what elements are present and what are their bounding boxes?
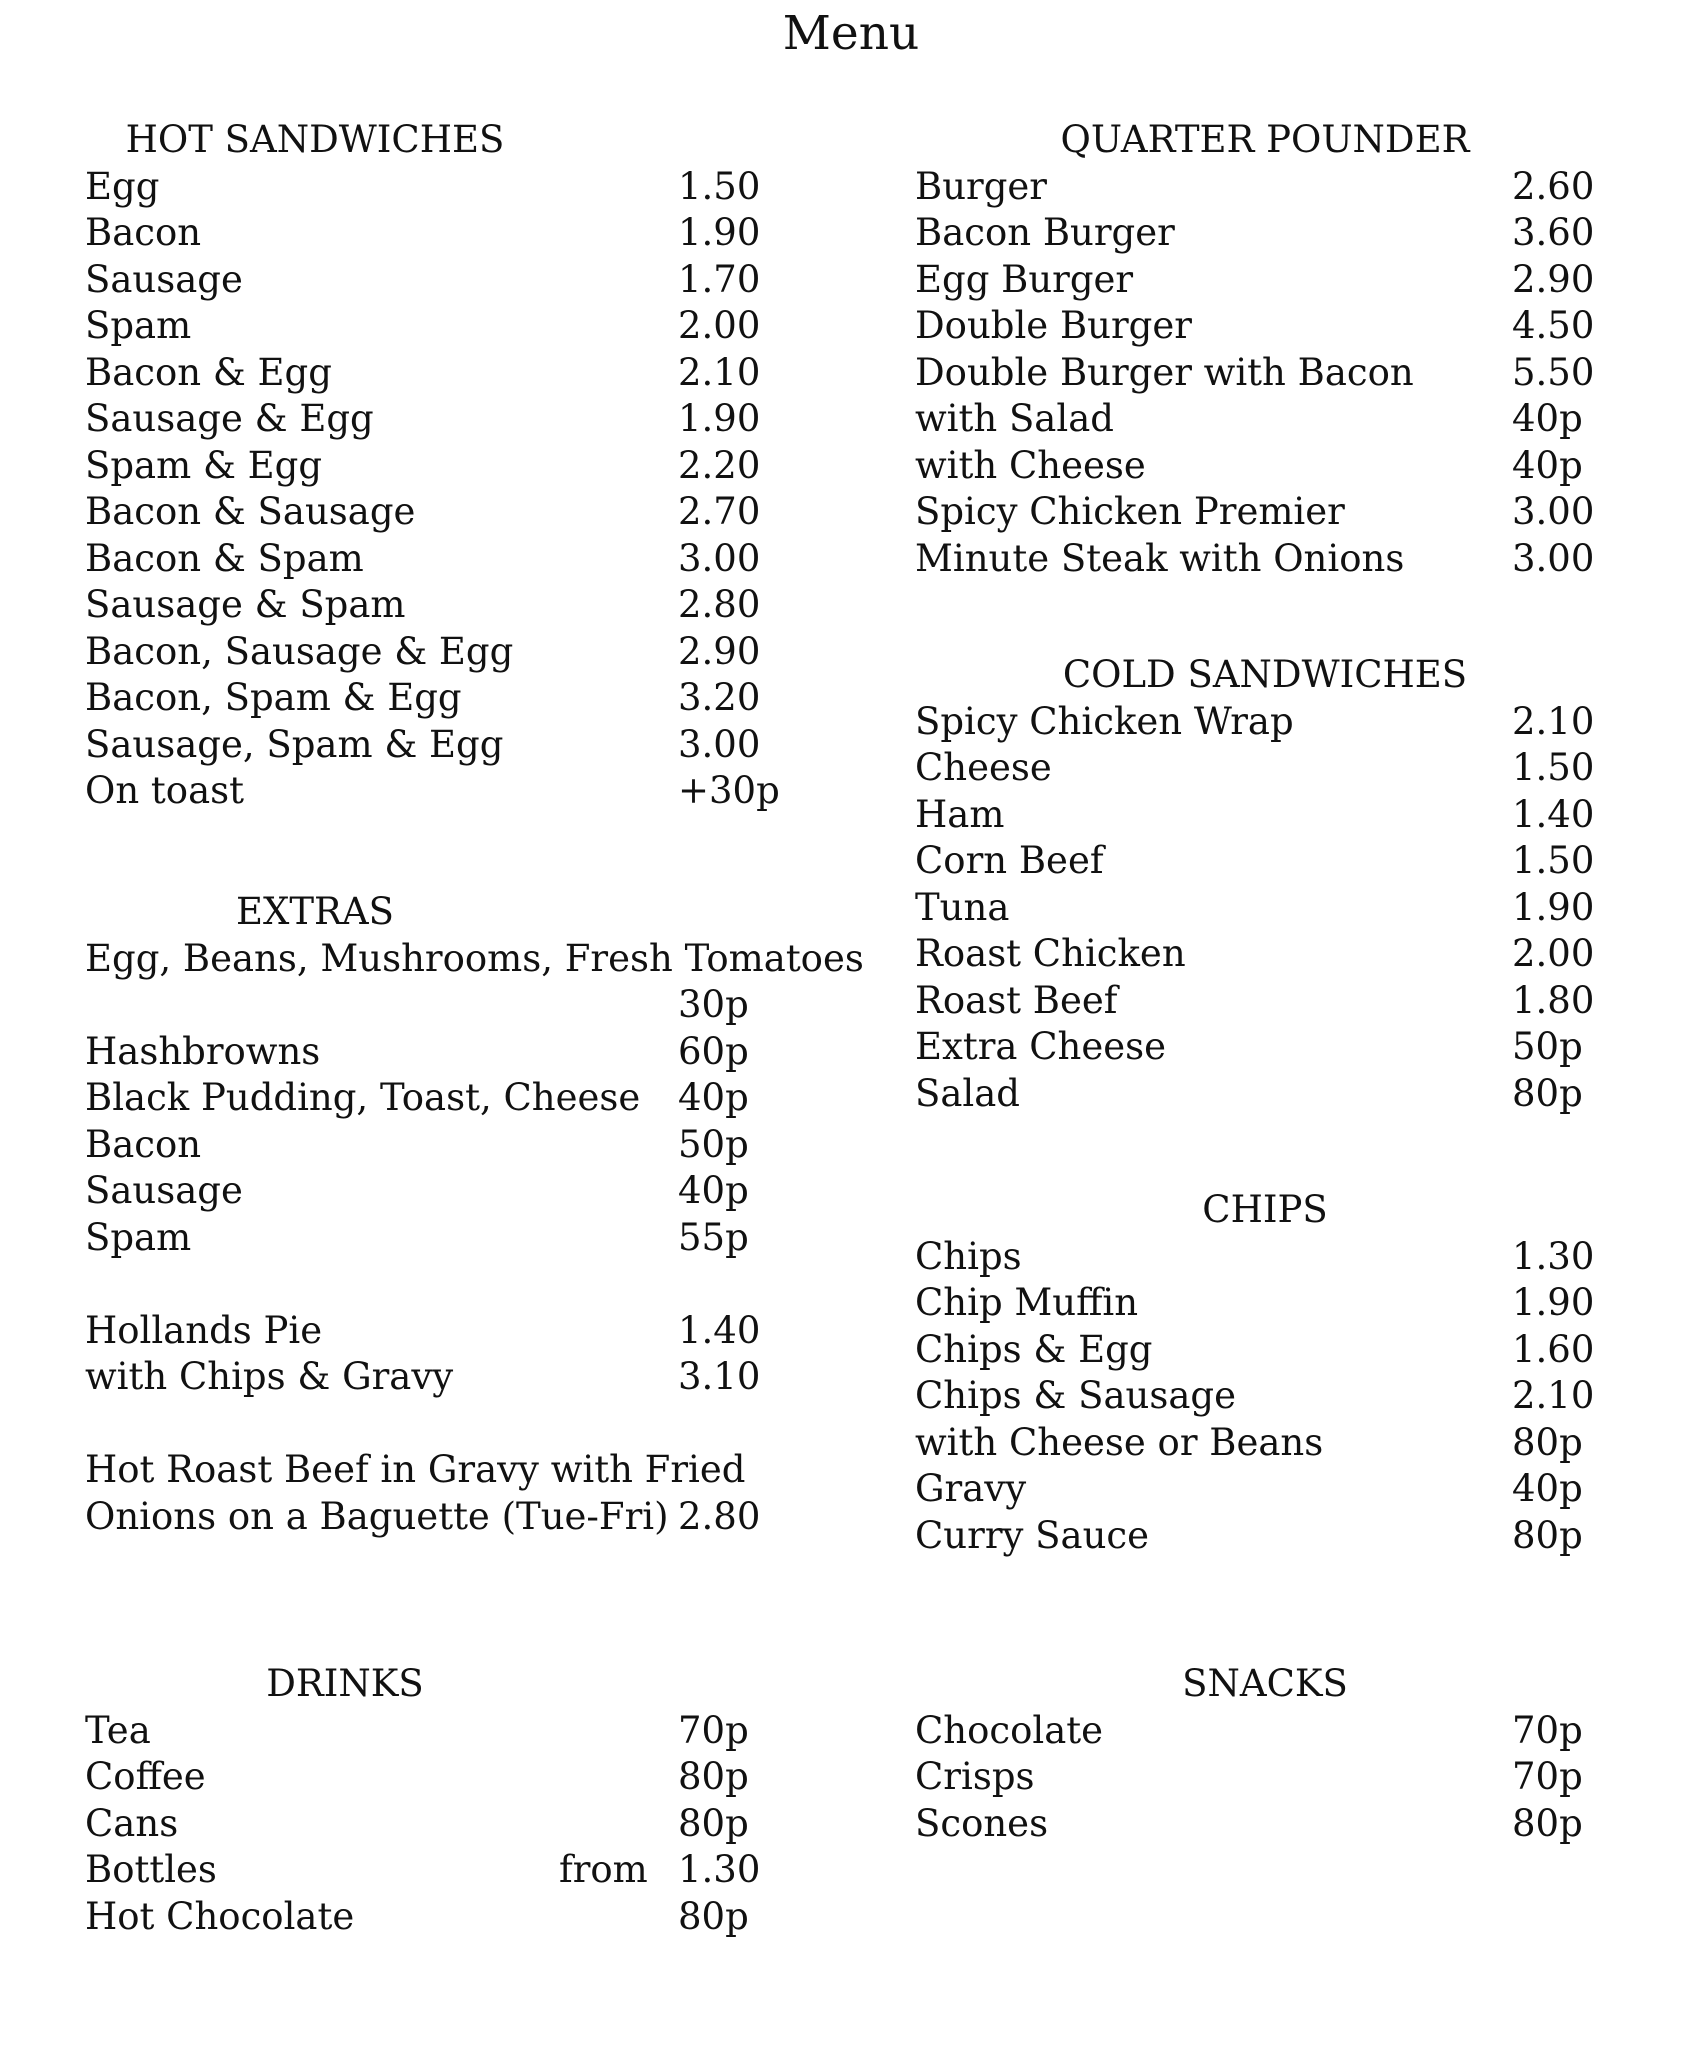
menu-item [915,1234,1635,1281]
item-name: Sausage & Egg [85,397,374,440]
menu-item [915,792,1635,839]
item-price: 3.20 [678,676,761,719]
menu-item [85,1801,805,1848]
spacer [85,1261,805,1308]
menu-item [915,1071,1635,1118]
menu-item [915,396,1635,443]
item-name: Sausage, Spam & Egg [85,722,504,766]
menu-item [915,1754,1635,1801]
menu-item [915,931,1635,978]
menu-item [85,1894,805,1941]
item-price: 2.10 [1512,699,1595,743]
item-name: On toast [85,769,244,812]
menu-item [915,443,1635,490]
item-price: 40p [1512,443,1583,487]
menu-item [85,443,805,490]
item-name: Bacon & Sausage [85,490,416,533]
item-price: 1.80 [1512,978,1595,1022]
item-name: Sausage [85,1169,243,1212]
menu-list [915,1708,1635,1848]
item-name: Extra Cheese [915,1025,1167,1068]
item-price: 3.00 [1512,536,1595,580]
item-name: Spam [85,1215,192,1259]
menu-list [85,1308,805,1401]
item-name: Chips & Egg [915,1327,1153,1371]
menu-item [915,1024,1635,1071]
item-price: 80p [1512,1801,1583,1845]
item-name: Bacon, Spam & Egg [85,676,462,719]
item-name: Double Burger [915,304,1192,347]
section-heading: DRINKS [266,1662,424,1705]
menu-item [915,1420,1635,1467]
menu-item [85,396,805,443]
menu-item [915,489,1635,536]
item-name: Curry Sauce [915,1513,1150,1557]
item-name: Gravy [915,1467,1027,1510]
menu-item [915,536,1635,583]
item-price-prefix: from [559,1848,648,1891]
menu-item [85,936,864,983]
item-price: 40p [678,1076,749,1119]
menu-item [85,1754,805,1801]
item-name: Chocolate [915,1708,1104,1752]
menu-item [915,1373,1635,1420]
menu-item [915,838,1635,885]
item-name: Egg Burger [915,257,1134,301]
item-name: Spicy Chicken Wrap [915,699,1294,743]
menu-item [915,1708,1635,1755]
item-name: Bacon, Sausage & Egg [85,629,514,673]
quarter-pounder-section [915,117,1635,582]
section-heading: CHIPS [1202,1188,1328,1231]
item-price: 50p [1512,1025,1583,1068]
item-price: 1.90 [678,211,761,254]
item-price: 80p [678,1801,749,1845]
item-name: Tea [85,1708,151,1752]
menu-item [915,1280,1635,1327]
item-price: 1.30 [1512,1234,1595,1278]
menu-item [85,164,805,211]
item-price: 3.60 [1512,211,1595,254]
item-price: 2.70 [678,490,761,533]
item-price: 80p [1512,1420,1583,1464]
menu-item [915,303,1635,350]
item-price: 2.10 [1512,1374,1595,1417]
item-price: 4.50 [1512,304,1595,347]
item-name: Double Burger with Bacon [915,350,1414,394]
item-name: Bacon [85,211,202,254]
chips-section [915,1187,1635,1559]
item-name: Ham [915,792,1005,836]
menu-item [915,699,1635,746]
menu-item [85,1075,805,1122]
menu-item [85,1215,805,1262]
item-name: Cans [85,1801,179,1845]
item-price: 2.00 [678,304,761,347]
item-price: 30p [678,983,749,1026]
menu-item [915,350,1635,397]
item-name: with Cheese [915,443,1146,487]
item-name: Hot Roast Beef in Gravy with Fried [85,1448,746,1491]
spacer [85,1401,805,1448]
menu-item [85,1354,805,1401]
item-price: 1.40 [1512,792,1595,836]
item-name: Chips [915,1234,1022,1278]
item-name: Black Pudding, Toast, Cheese [85,1076,641,1119]
item-price: 55p [678,1215,749,1259]
item-name: Corn Beef [915,839,1104,882]
item-price: 3.00 [678,722,761,766]
menu-item [85,1122,805,1169]
item-price: 5.50 [1512,350,1595,394]
item-price: 2.60 [1512,164,1595,208]
menu-item [915,210,1635,257]
item-name: Sausage & Spam [85,583,406,626]
menu-list [85,164,805,815]
menu-item [915,1801,1635,1848]
section-heading: QUARTER POUNDER [1060,118,1470,161]
item-price: 80p [678,1894,749,1938]
menu-item [85,1168,805,1215]
item-name: Bacon & Egg [85,350,332,394]
item-price: 2.90 [1512,257,1595,301]
menu-item [85,629,805,676]
item-name: Spam & Egg [85,443,323,487]
section-heading: COLD SANDWICHES [1062,653,1468,696]
item-name: Chips & Sausage [915,1374,1236,1417]
menu-list [915,1234,1635,1560]
item-price: 1.50 [1512,839,1595,882]
item-price: 3.00 [678,536,761,580]
item-price: 3.10 [678,1355,761,1398]
item-price: 1.90 [678,397,761,440]
snacks-section [915,1661,1635,1847]
item-price: 1.90 [1512,885,1595,929]
item-price: 2.80 [678,583,761,626]
item-name: with Cheese or Beans [915,1420,1324,1464]
item-name: Egg [85,164,160,208]
menu-item [85,350,805,397]
item-name: Hashbrowns [85,1029,321,1073]
extras-section [85,889,864,1540]
item-name: Bacon Burger [915,211,1175,254]
menu-list [915,164,1635,583]
item-price: 2.80 [678,1494,761,1538]
item-name: Egg, Beans, Mushrooms, Fresh Tomatoes [85,936,864,980]
item-price: 1.50 [1512,746,1595,789]
menu-item [915,257,1635,304]
item-name: Burger [915,164,1047,208]
section-heading: SNACKS [1182,1662,1348,1705]
menu-item [915,1327,1635,1374]
item-name: Roast Chicken [915,932,1186,975]
item-price: 2.10 [678,350,761,394]
section-heading: EXTRAS [236,890,394,933]
menu-item [85,675,805,722]
item-name: Hollands Pie [85,1308,323,1352]
menu-item [915,978,1635,1025]
item-name: Coffee [85,1755,206,1798]
menu-item [85,210,805,257]
item-price: +30p [678,769,780,812]
item-name: Salad [915,1071,1020,1115]
menu-item [85,1029,805,1076]
menu-item [915,1513,1635,1560]
cold-sandwiches-section [915,652,1635,1117]
item-name: Bacon & Spam [85,536,364,580]
menu-item [85,303,805,350]
hot-sandwiches-section [85,117,805,815]
menu-item [915,745,1635,792]
menu-list [915,699,1635,1118]
menu-item [85,1308,805,1355]
menu-list [85,1029,805,1262]
page-title: Menu [782,6,920,61]
item-price: 80p [1512,1071,1583,1115]
item-name: Cheese [915,746,1052,789]
menu-item [85,1847,805,1894]
item-price: 1.40 [678,1308,761,1352]
menu-item [85,257,805,304]
item-price: 2.90 [678,629,761,673]
item-name: Tuna [915,885,1010,929]
item-name: with Chips & Gravy [85,1355,454,1398]
drinks-section [85,1661,805,1940]
item-price: 40p [678,1169,749,1212]
item-price: 60p [678,1029,749,1073]
item-name: Roast Beef [915,978,1118,1022]
item-price: 40p [1512,397,1583,440]
item-name: Hot Chocolate [85,1894,355,1938]
menu-item [85,1494,805,1541]
item-price: 80p [678,1755,749,1798]
item-price: 1.70 [678,257,761,301]
item-price: 40p [1512,1467,1583,1510]
menu-item [85,722,805,769]
menu-item [915,164,1635,211]
menu-item [85,536,805,583]
section-heading: HOT SANDWICHES [125,118,505,161]
menu-item [85,489,805,536]
menu-item [915,1466,1635,1513]
menu-list [85,1708,805,1941]
menu-item [85,1447,805,1494]
menu-item [85,582,805,629]
item-price: 2.20 [678,443,761,487]
item-price: 1.30 [678,1848,761,1891]
item-name: Crisps [915,1755,1035,1798]
item-price: 50p [678,1122,749,1166]
item-name: Spam [85,304,192,347]
item-name: Bacon [85,1122,202,1166]
menu-item [915,885,1635,932]
item-name: Minute Steak with Onions [915,536,1405,580]
item-price: 1.90 [1512,1281,1595,1324]
item-name: Spicy Chicken Premier [915,490,1345,533]
item-name: Bottles [85,1848,217,1891]
item-name: Onions on a Baguette (Tue-Fri) [85,1494,669,1538]
item-price: 80p [1512,1513,1583,1557]
item-name: with Salad [915,397,1114,440]
item-price: 70p [1512,1755,1583,1798]
item-price: 1.50 [678,164,761,208]
item-name: Chip Muffin [915,1281,1139,1324]
item-price: 3.00 [1512,490,1595,533]
item-name: Scones [915,1801,1049,1845]
item-name: Sausage [85,257,243,301]
item-price: 70p [678,1708,749,1752]
menu-item [85,982,805,1029]
item-price: 2.00 [1512,932,1595,975]
item-price: 1.60 [1512,1327,1595,1371]
menu-item [85,768,805,815]
menu-item [85,1708,805,1755]
item-price: 70p [1512,1708,1583,1752]
